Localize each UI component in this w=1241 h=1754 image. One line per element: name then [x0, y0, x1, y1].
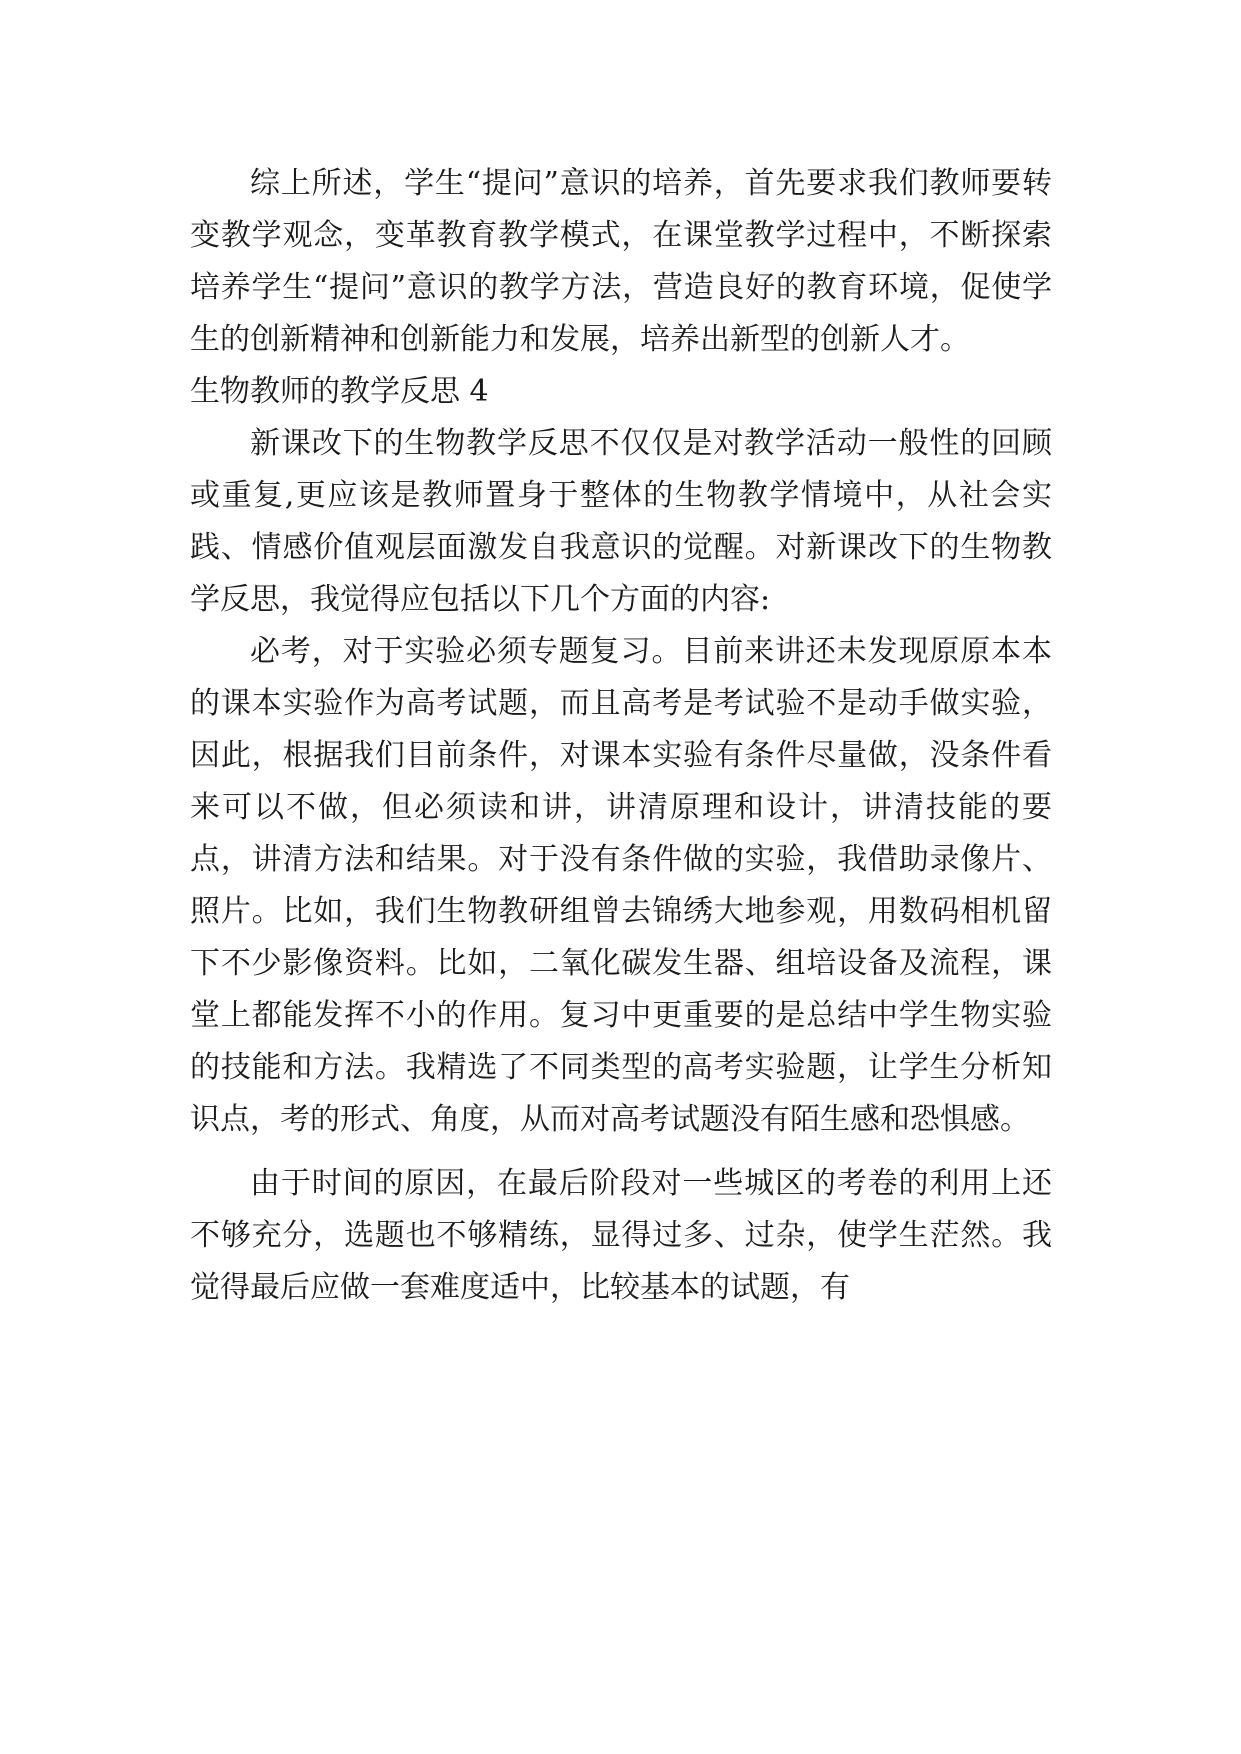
paragraph-time-constraint: 由于时间的原因，在最后阶段对一些城区的考卷的利用上还不够充分，选题也不够精练，显得过多、过杂，使学生茫然。我觉得最后应做一套难度适中，比较基本的试题，有 — [190, 1166, 1052, 1305]
paragraph-experiment-review: 必考，对于实验必须专题复习。目前来讲还未发现原原本本的课本实验作为高考试题，而且高考是考试验不是动手做实验，因此，根据我们目前条件，对课本实验有条件尽量做，没条件看来可以不做，但必须读和讲，讲清原理和设计，讲清技能的要点，讲清方法和结果。对于没有条件做的实验，我借助录像片、照片。比如，我们生物教研组曾去锦绣大地参观，用数码相机留下不少影像资料。比如，二氧化碳发生器、组培设备及流程，课堂上都能发挥不小的作用。复习中更重要的是总结中学生物实验的技能和方法。我精选了不同类型的高考实验题，让学生分析知识点，考的形式、角度，从而对高考试题没有陌生感和恐惧感。 — [190, 634, 1052, 1137]
document-body — [190, 158, 1052, 1314]
section-heading: 生物教师的教学反思 4 — [190, 374, 489, 409]
paragraph-intro: 新课改下的生物教学反思不仅仅是对教学活动一般性的回顾或重复,更应该是教师置身于整体的生物教学情境中，从社会实践、情感价值观层面激发自我意识的觉醒。对新课改下的生物教学反思，我觉得应包括以下几个方面的内容: — [190, 426, 1052, 617]
paragraph-summary: 综上所述，学生“提问”意识的培养，首先要求我们教师要转变教学观念，变革教育教学模式，在课堂教学过程中，不断探索培养学生“提问”意识的教学方法，营造良好的教育环境，促使学生的创新精神和创新能力和发展，培养出新型的创新人才。 — [190, 166, 1052, 357]
